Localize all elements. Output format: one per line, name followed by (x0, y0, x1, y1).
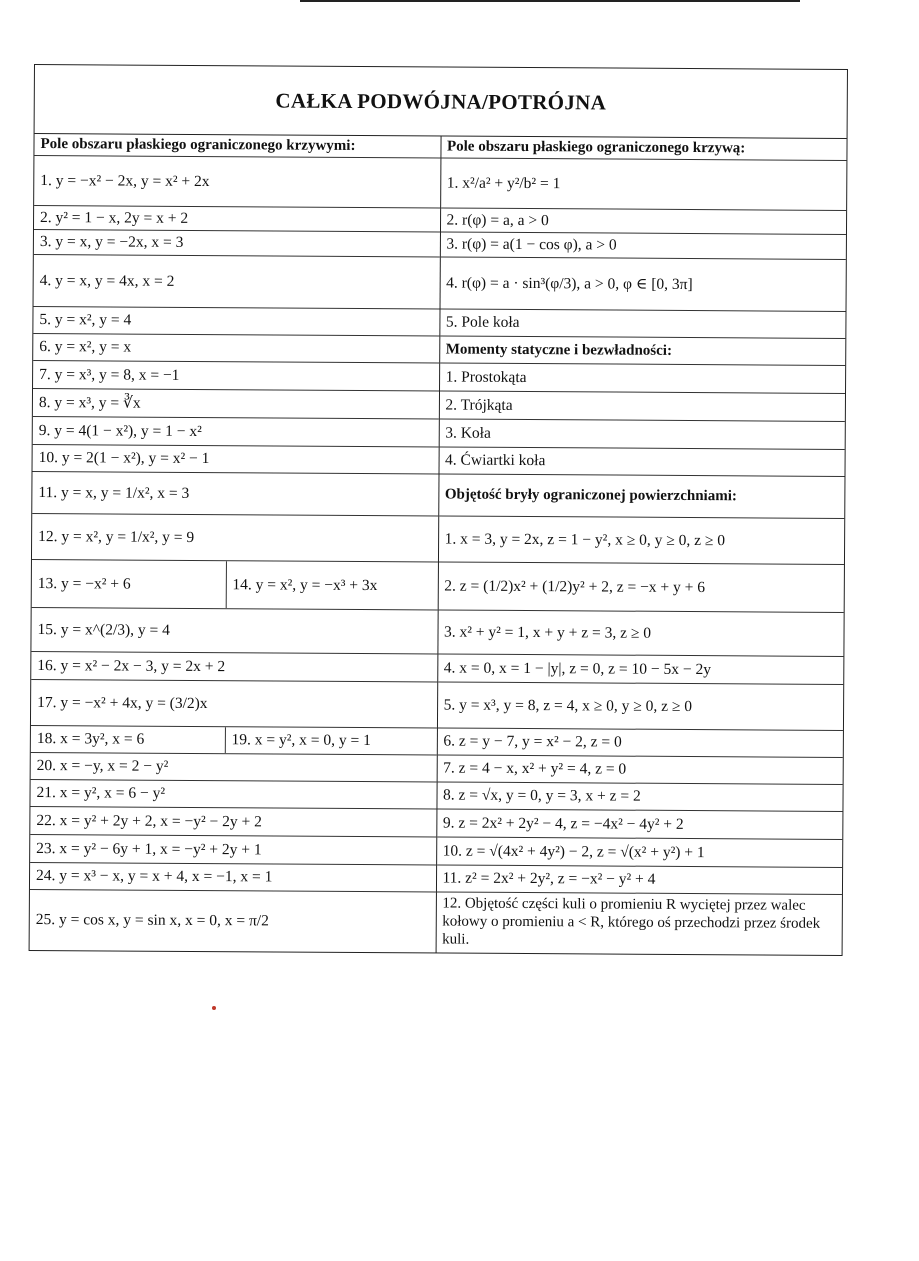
table-row: 2. Trójkąta (439, 391, 845, 421)
table-row: 4. r(φ) = a · sin³(φ/3), a > 0, φ ∈ [0, 3π] (440, 257, 846, 311)
table-row-split (32, 560, 438, 610)
table-row: 6. z = y − 7, y = x² − 2, z = 0 (437, 728, 843, 757)
table-row: 23. x = y² − 6y + 1, x = −y² + 2y + 1 (30, 835, 436, 865)
table-row: 2. y² = 1 − x, 2y = x + 2 (34, 206, 440, 232)
table-row: 11. z² = 2x² + 2y², z = −x² − y² + 4 (436, 865, 842, 894)
page-title: CAŁKA PODWÓJNA/POTRÓJNA (35, 65, 847, 139)
table-row: 9. z = 2x² + 2y² − 4, z = −4x² − 4y² + 2 (437, 809, 843, 839)
columns (30, 134, 847, 955)
table-row: 5. y = x², y = 4 (33, 307, 439, 336)
table-row: 2. z = (1/2)x² + (1/2)y² + 2, z = −x + y + 6 (438, 562, 844, 612)
table-row: 10. z = √(4x² + 4y²) − 2, z = √(x² + y²) + 1 (437, 837, 843, 867)
table-row: 16. y = x² − 2x − 3, y = 2x + 2 (31, 652, 437, 682)
table-row: 7. y = x³, y = 8, x = −1 (33, 361, 439, 391)
table-row: 12. y = x², y = 1/x², y = 9 (32, 514, 438, 562)
table-row-split (31, 726, 437, 755)
table-row: 3. r(φ) = a(1 − cos φ), a > 0 (440, 232, 846, 259)
table-row: 1. x²/a² + y²/b² = 1 (441, 158, 847, 210)
right-header-moments: Momenty statyczne i bezwładności: (440, 336, 846, 365)
table-row: 15. y = x^(2/3), y = 4 (31, 608, 437, 654)
table-row: 25. y = cos x, y = sin x, x = 0, x = π/2 (35, 911, 269, 930)
table-cell: 14. y = x², y = −x³ + 3x (232, 575, 378, 594)
table-row: 8. y = x³, y = ∛x (33, 389, 439, 419)
table-cell: 19. x = y², x = 0, y = 1 (231, 731, 371, 750)
table-row: 4. x = 0, x = 1 − |y|, z = 0, z = 10 − 5x − 2y (438, 654, 844, 684)
table-cell: 18. x = 3y², x = 6 (31, 726, 226, 753)
table-row: 3. y = x, y = −2x, x = 3 (34, 230, 440, 257)
table-row: 10. y = 2(1 − x²), y = x² − 1 (33, 445, 439, 474)
left-column (30, 134, 441, 952)
table-row: 1. x = 3, y = 2x, z = 1 − y², x ≥ 0, y ≥ 0, z ≥ 0 (438, 516, 844, 564)
right-header-area: Pole obszaru płaskiego ograniczonego krzywą: (441, 136, 847, 160)
table-row: 20. x = −y, x = 2 − y² (31, 753, 437, 782)
table-row: 11. y = x, y = 1/x², x = 3 (32, 472, 438, 516)
table-row: 8. z = √x, y = 0, y = 3, x + z = 2 (437, 782, 843, 811)
table-row: 24. y = x³ − x, y = x + 4, x = −1, x = 1 (30, 863, 436, 892)
table-row: 17. y = −x² + 4x, y = (3/2)x (31, 680, 437, 728)
table-row: 9. y = 4(1 − x²), y = 1 − x² (33, 417, 439, 447)
table-cell: 13. y = −x² + 6 (32, 560, 227, 608)
table-row: 1. Prostokąta (440, 363, 846, 393)
table-row: 5. y = x³, y = 8, z = 4, x ≥ 0, y ≥ 0, z ≥ 0 (437, 682, 843, 730)
table-row: 5. Pole koła (440, 309, 846, 338)
table-row: 4. y = x, y = 4x, x = 2 (34, 255, 440, 309)
table-row: 21. x = y², x = 6 − y² (30, 780, 436, 809)
red-dot-mark (212, 1006, 216, 1010)
table-row: 2. r(φ) = a, a > 0 (440, 208, 846, 234)
table-row: 12. Objętość części kuli o promieniu R wyciętej przez walec kołowy o promieniu a < R, którego oś przechodzi przez środek kuli. (442, 895, 821, 948)
table-row: 4. Ćwiartki koła (439, 447, 845, 476)
problem-sheet (29, 64, 848, 956)
table-row: 22. x = y² + 2y + 2, x = −y² − 2y + 2 (30, 807, 436, 837)
scan-edge-line (300, 0, 800, 2)
table-row: 6. y = x², y = x (33, 334, 439, 363)
table-row: 1. y = −x² − 2x, y = x² + 2x (34, 156, 440, 208)
table-row: 3. Koła (439, 419, 845, 449)
left-header: Pole obszaru płaskiego ograniczonego krzywymi: (34, 134, 440, 158)
table-row: 3. x² + y² = 1, x + y + z = 3, z ≥ 0 (438, 610, 844, 656)
right-header-volumes: Objętość bryły ograniczonej powierzchniami: (439, 474, 845, 518)
right-column (436, 136, 846, 954)
table-row: 7. z = 4 − x, x² + y² = 4, z = 0 (437, 755, 843, 784)
